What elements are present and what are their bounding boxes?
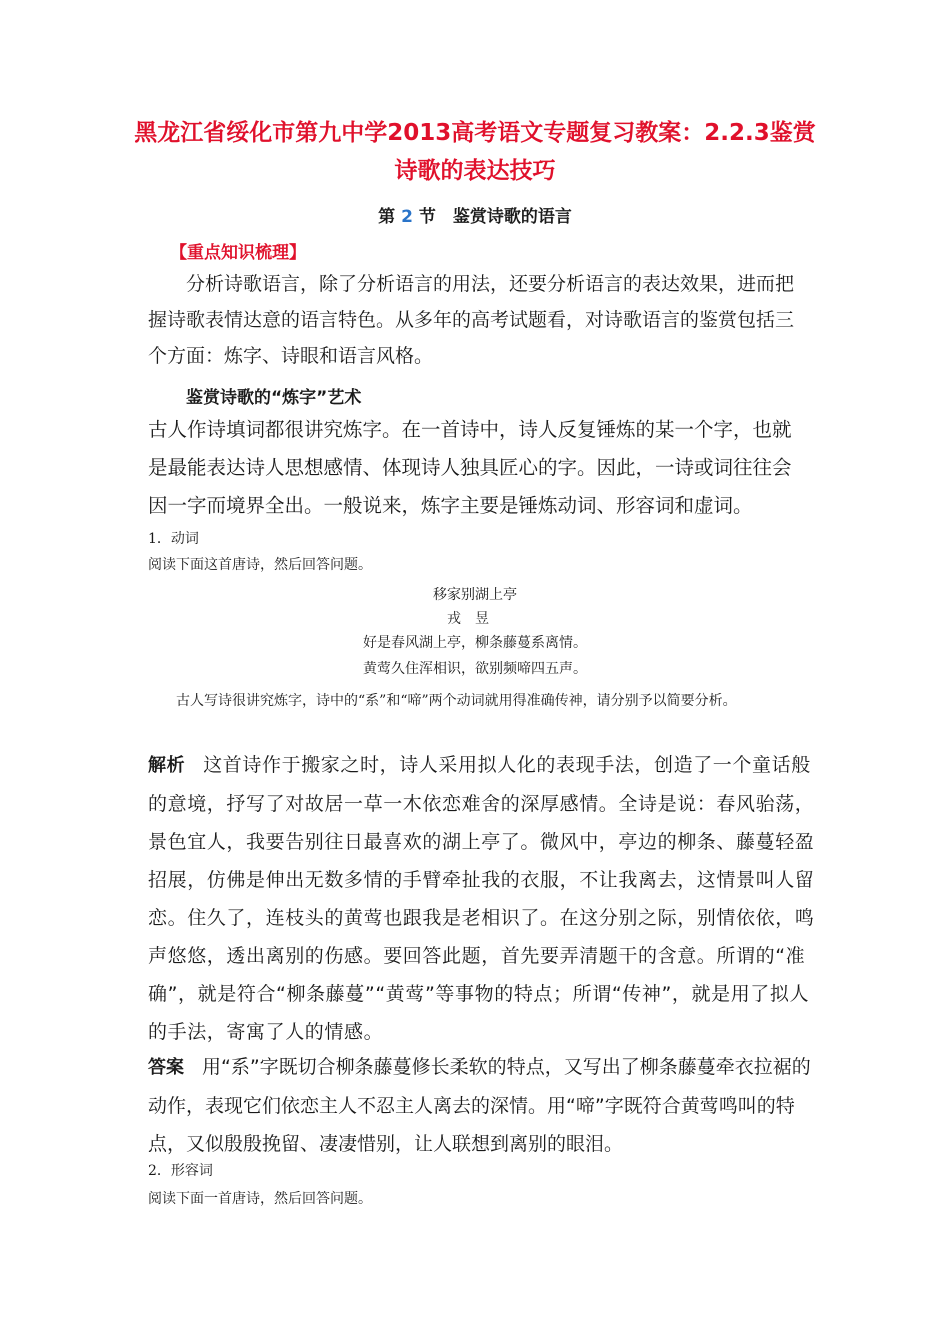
poem-title: 移家别湖上亭 <box>433 587 517 603</box>
lianzi-paragraph: 古人作诗填词都很讲究炼字。在一首诗中，诗人反复锤炼的某一个字，也就是最能表达诗人思想感情、体现诗人独具匠心的字。因此，一诗或词往往会因一字而境界全出。一般说来，炼字主要是锤炼动词、形容词和虚词。 <box>148 418 792 517</box>
key-points-heading: 【重点知识梳理】 <box>170 243 306 263</box>
section-title: 节 鉴赏诗歌的语言 <box>418 207 572 227</box>
poem-line-2: 黄莺久住浑相识，欲别频啼四五声。 <box>363 661 587 677</box>
lianzi-subheading: 鉴赏诗歌的“炼字”艺术 <box>186 388 362 408</box>
poem-line-1: 好是春风湖上亭，柳条藤蔓系离情。 <box>363 635 587 651</box>
document-title-line2: 诗歌的表达技巧 <box>394 158 556 184</box>
analysis-block <box>148 746 816 1051</box>
item1-instruction: 阅读下面这首唐诗，然后回答问题。 <box>148 557 372 573</box>
item2-instruction: 阅读下面一首唐诗，然后回答问题。 <box>148 1191 372 1207</box>
intro-paragraph: 分析诗歌语言，除了分析语言的用法，还要分析语言的表达效果，进而把握诗歌表情达意的语言特色。从多年的高考试题看，对诗歌语言的鉴赏包括三个方面：炼字、诗眼和语言风格。 <box>148 273 795 367</box>
section-number: 2 <box>401 207 413 227</box>
answer-block <box>148 1048 816 1163</box>
poem-author: 戎昱 <box>447 611 503 627</box>
analysis-text: 这首诗作于搬家之时，诗人采用拟人化的表现手法，创造了一个童话般的意境，抒写了对故居一草一木依恋难舍的深厚感情。全诗是说：春风骀荡，景色宜人，我要告别往日最喜欢的湖上亭了。微风中，亭边的柳条、藤蔓轻盈招展，仿佛是伸出无数多情的手臂牵扯我的衣服，不让我离去，这情景叫人留恋。住久了，连枝头的黄莺也跟我是老相识了。在这分别之际，别情依依，鸣声悠悠，透出离别的伤感。要回答此题，首先要弄清题干的含意。所谓的“准确”，就是符合“柳条藤蔓”“黄莺”等事物的特点；所谓“传神”，就是用了拟人的手法，寄寓了人的情感。 <box>148 754 815 1043</box>
question-text: 古人写诗很讲究炼字，诗中的“系”和“啼”两个动词就用得准确传神，请分别予以简要分析。 <box>176 693 737 709</box>
section-prefix: 第 <box>378 207 396 227</box>
item1-heading: 1．动词 <box>148 531 199 547</box>
answer-text: 用“系”字既切合柳条藤蔓修长柔软的特点，又写出了柳条藤蔓牵衣拉裾的动作，表现它们依恋主人不忍主人离去的深情。用“啼”字既符合黄莺鸣叫的特点，又似殷殷挽留、凄凄惜别，让人联想到离别的眼泪。 <box>148 1056 811 1155</box>
section-heading <box>0 202 950 227</box>
document-title-line1: 黑龙江省绥化市第九中学2013高考语文专题复习教案：2.2.3鉴赏 <box>134 120 816 146</box>
answer-label: 答案 <box>148 1057 184 1078</box>
analysis-label: 解析 <box>148 755 186 776</box>
item2-heading: 2．形容词 <box>148 1163 213 1179</box>
